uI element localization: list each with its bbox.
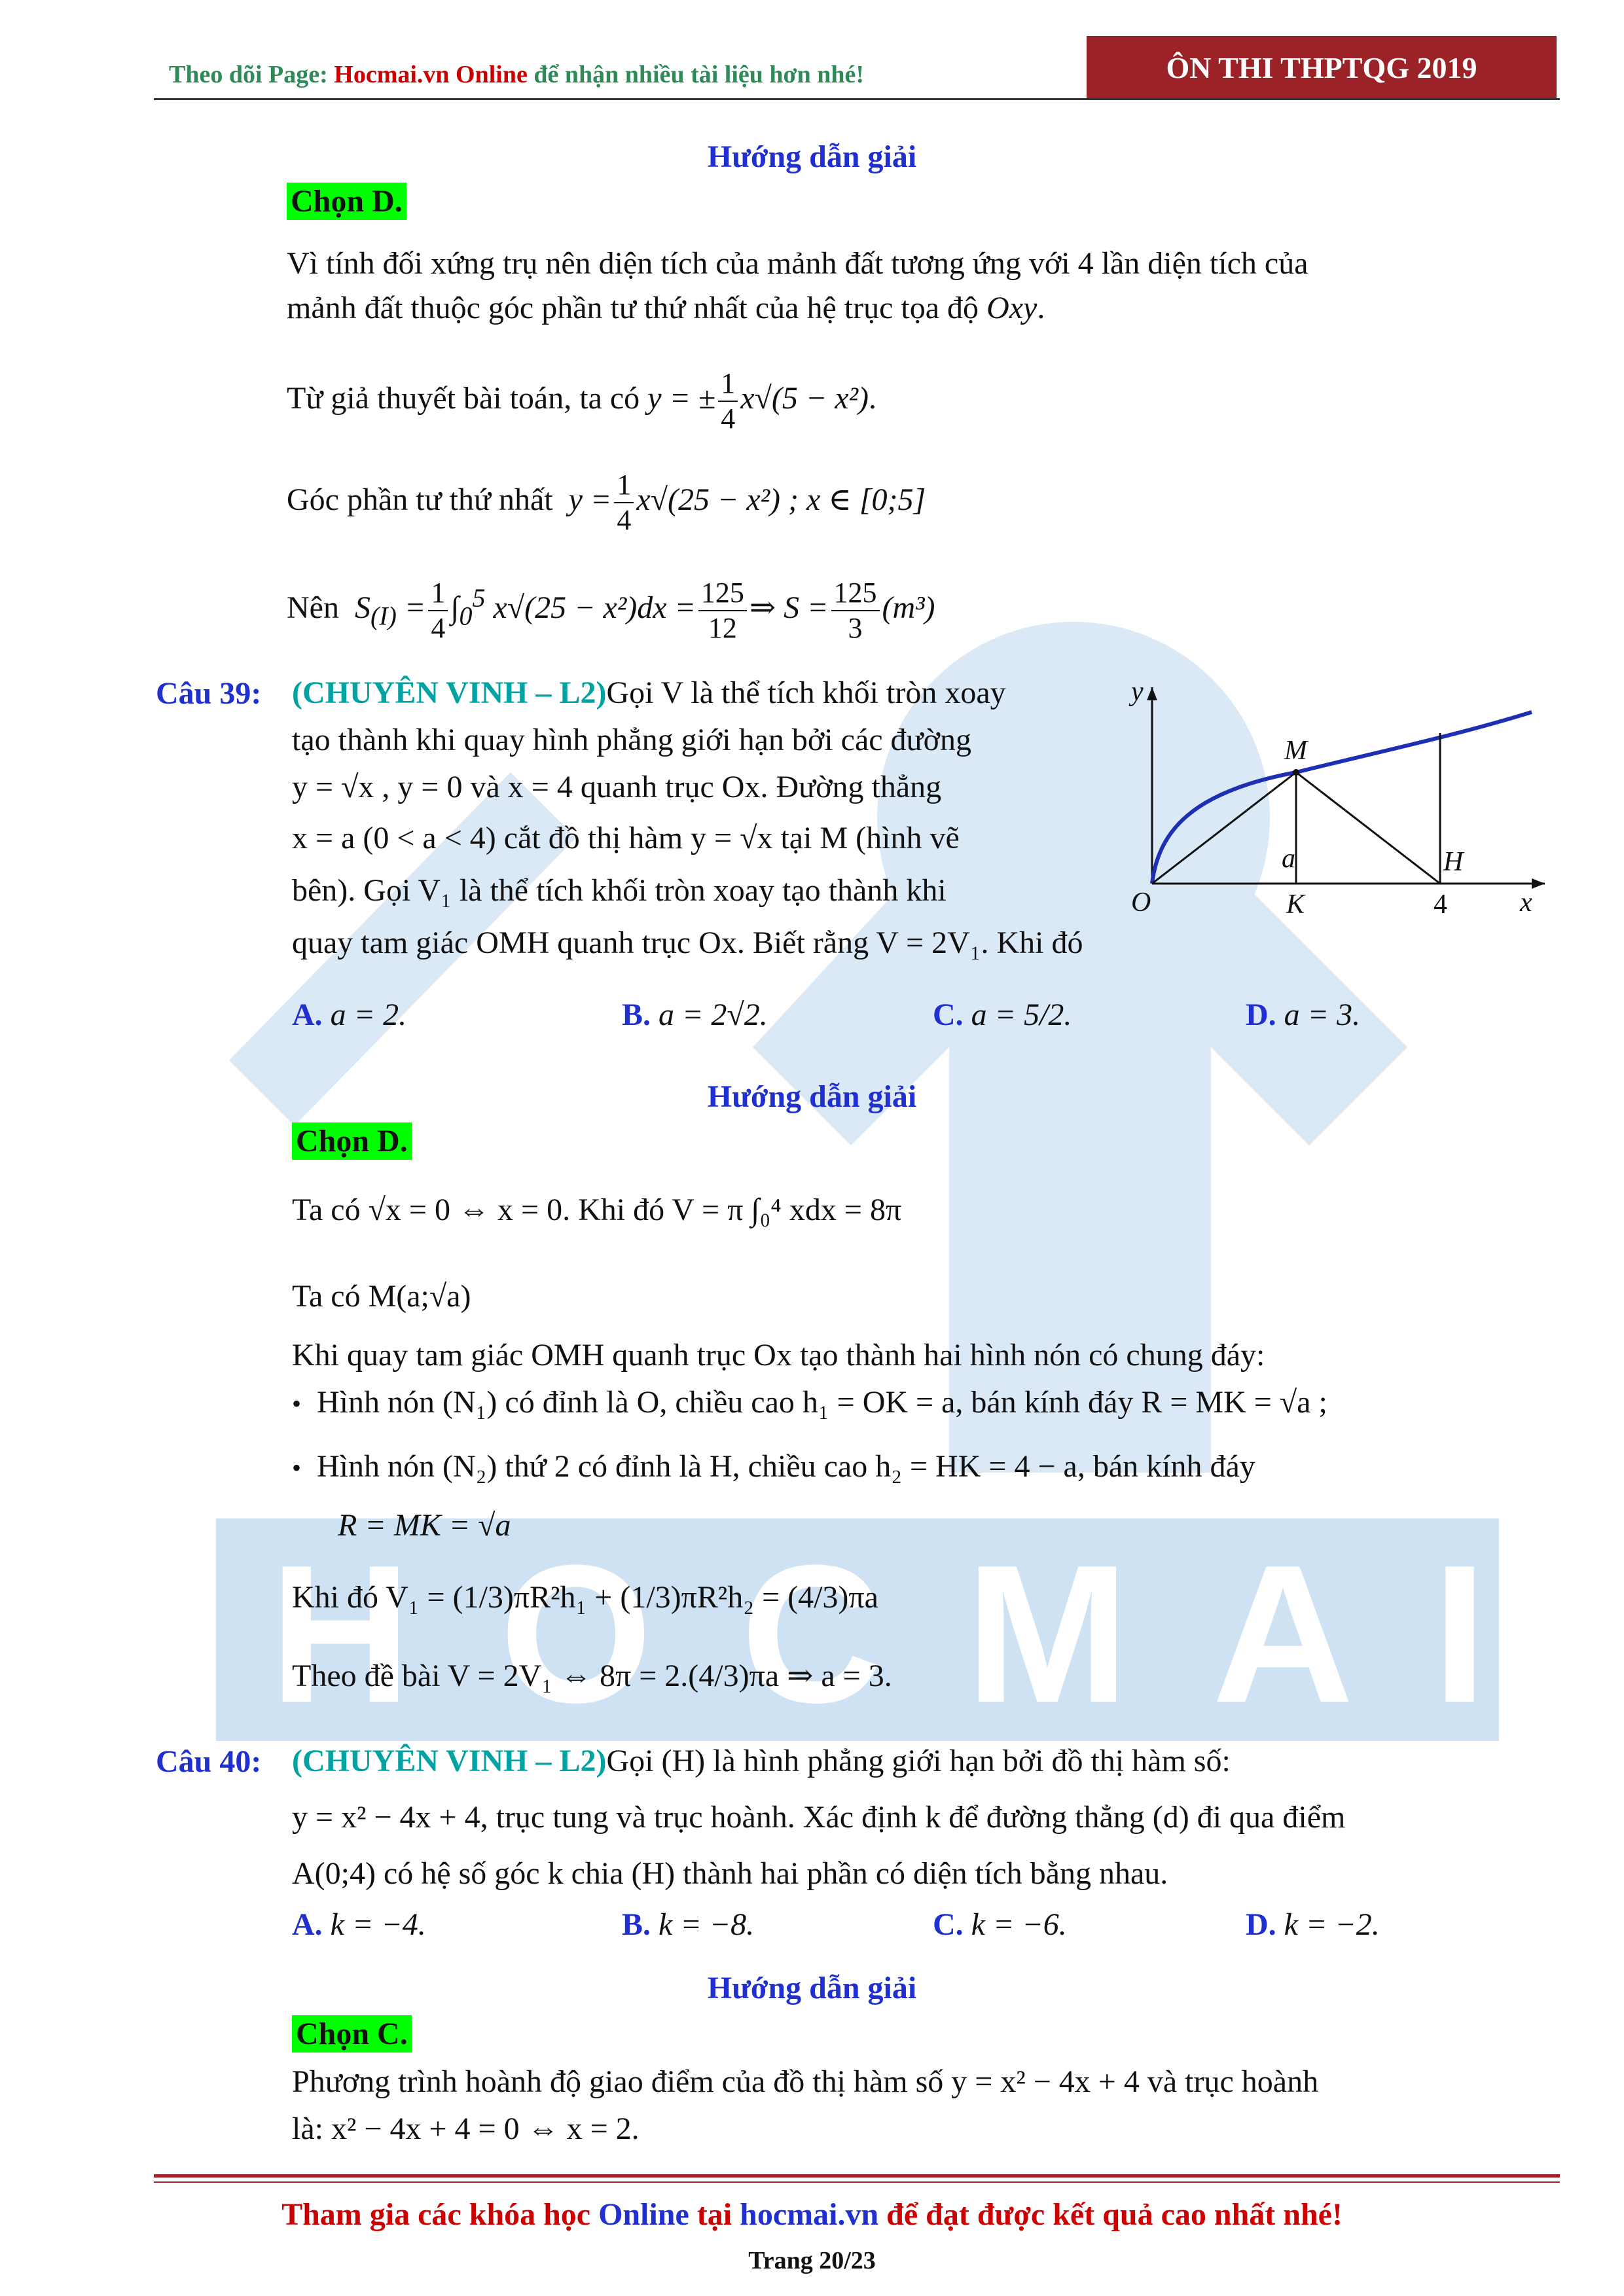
- text-line: Phương trình hoành độ giao điểm của đồ thị hàm số y = x² − 4x + 4 và trục hoành: [292, 2064, 1319, 2099]
- label-y: y: [1131, 677, 1144, 707]
- math-formula: (m³): [882, 590, 935, 626]
- answer-option[interactable]: [292, 1905, 426, 1945]
- text-line: là: x² − 4x + 4 = 0 ⇔ x = 2.: [292, 2111, 640, 2146]
- footer-divider: [154, 2181, 1560, 2183]
- answer-letter: A.: [292, 1907, 323, 1942]
- text-span: Gọi (H) là hình phẳng giới hạn bởi đồ thị hàm số:: [606, 1744, 1231, 1778]
- watermark-letter: C: [740, 1524, 883, 1744]
- answer-option[interactable]: [933, 1905, 1067, 1945]
- answer-option[interactable]: [1246, 995, 1360, 1035]
- fraction: $\frac{125}{12}$: [698, 576, 747, 645]
- exam-badge: ÔN THI THPTQG 2019: [1087, 36, 1557, 99]
- footer-text: tại: [689, 2197, 740, 2232]
- answer-option[interactable]: [622, 1905, 754, 1945]
- answer-value: k = −6.: [971, 1907, 1067, 1942]
- text-line: Ta có √x = 0 ⇔ x = 0. Khi đó V = π ∫₀⁴ xdx = 8π: [292, 1193, 902, 1227]
- question-label: Câu 40:: [156, 1744, 262, 1779]
- label-H: H: [1443, 847, 1464, 877]
- answer-option[interactable]: [292, 995, 406, 1035]
- footer-site-link[interactable]: hocmai.vn: [740, 2197, 879, 2232]
- bullet-icon: •: [292, 1389, 302, 1418]
- label-M: M: [1284, 736, 1307, 766]
- choose-answer: Chọn C.: [292, 2015, 412, 2053]
- watermark-letter: H: [269, 1524, 412, 1744]
- answer-option[interactable]: [933, 995, 1072, 1035]
- follow-brand-link[interactable]: Hocmai.vn Online: [334, 61, 528, 88]
- question-text: [292, 1741, 1231, 1782]
- text-line: quay tam giác OMH quanh trục Ox. Biết rằng V = 2V₁. Khi đó: [292, 925, 1083, 960]
- math-oxy: Oxy: [986, 291, 1038, 325]
- text-span: mảnh đất thuộc góc phần tư thứ nhất của hệ trục tọa độ: [287, 291, 979, 325]
- text-line: R = MK = √a: [338, 1508, 511, 1543]
- fraction: $\frac{1}{4}$: [428, 576, 448, 645]
- answer-letter: D.: [1246, 1907, 1276, 1942]
- solution-title: Hướng dẫn giải: [707, 1971, 917, 2005]
- text-line: A(0;4) có hệ số góc k chia (H) thành hai phần có diện tích bằng nhau.: [292, 1856, 1168, 1891]
- text-line: Từ giả thuyết bài toán, ta có y = ± $\frac{1}{4}$ x√(5 − x²).: [287, 367, 876, 435]
- page-number: Trang 20/23: [748, 2247, 876, 2274]
- follow-prefix: Theo dõi Page:: [169, 61, 334, 88]
- math-formula: ⇒ S =: [749, 590, 829, 626]
- answer-letter: D.: [1246, 997, 1276, 1032]
- answer-option[interactable]: [622, 995, 768, 1035]
- bullet-line: [292, 1382, 1327, 1424]
- text-line: [287, 468, 926, 537]
- answer-option[interactable]: [1246, 1905, 1380, 1945]
- label-K: K: [1286, 889, 1305, 920]
- answer-letter: C.: [933, 997, 964, 1032]
- footer-online: Online: [598, 2197, 689, 2232]
- answer-letter: C.: [933, 1907, 964, 1942]
- footer-text: để đạt được kết quả cao nhất nhé!: [878, 2197, 1343, 2232]
- header-follow-text: [169, 60, 864, 89]
- text-line: tạo thành khi quay hình phẳng giới hạn bởi các đường: [292, 723, 971, 757]
- header-divider: [154, 98, 1560, 100]
- math-formula: y =: [560, 482, 612, 518]
- watermark-letter: A: [1212, 1524, 1354, 1744]
- math-formula: y = ±: [647, 381, 716, 416]
- solution-title: Hướng dẫn giải: [707, 139, 917, 174]
- graph-figure: [1113, 674, 1558, 936]
- question-source: (CHUYÊN VINH – L2): [292, 1744, 607, 1778]
- fraction: $\frac{1}{4}$: [718, 367, 738, 436]
- question-label: Câu 39:: [156, 676, 262, 711]
- math-formula: x√(25 − x²) ; x ∈ [0;5]: [636, 482, 926, 518]
- answer-letter: A.: [292, 997, 323, 1032]
- answer-value: k = −2.: [1284, 1907, 1380, 1942]
- watermark-letter: I: [1432, 1524, 1487, 1744]
- text-line: Vì tính đối xứng trụ nên diện tích của mảnh đất tương ứng với 4 lần diện tích của: [287, 246, 1308, 281]
- answer-value: a = 2.: [330, 997, 407, 1032]
- answer-value: k = −8.: [659, 1907, 755, 1942]
- text-span: Hình nón (N₂) thứ 2 có đỉnh là H, chiều cao h₂ = HK = 4 − a, bán kính đáy: [317, 1449, 1255, 1484]
- text-line: y = x² − 4x + 4, trục tung và trục hoành. Xác định k để đường thẳng (d) đi qua điểm: [292, 1800, 1346, 1835]
- question-source: (CHUYÊN VINH – L2): [292, 675, 607, 710]
- fraction: $\frac{125}{3}$: [831, 576, 880, 645]
- label-4: 4: [1434, 889, 1447, 920]
- label-x: x: [1520, 888, 1532, 918]
- bullet-line: [292, 1446, 1255, 1488]
- math-formula: x√(5 − x²): [740, 381, 869, 416]
- follow-suffix: để nhận nhiều tài liệu hơn nhé!: [527, 61, 865, 88]
- solution-title: Hướng dẫn giải: [707, 1079, 917, 1114]
- text-span: Hình nón (N₁) có đỉnh là O, chiều cao h₁ = OK = a, bán kính đáy R = MK = √a ;: [317, 1385, 1327, 1420]
- text-line: [287, 576, 935, 645]
- text-span: Nên: [287, 590, 339, 626]
- text-line: bên). Gọi V₁ là thể tích khối tròn xoay tạo thành khi: [292, 873, 947, 908]
- answer-value: a = 5/2.: [971, 997, 1072, 1032]
- math-formula: $\int_0^5$ x√(25 − x²)dx =: [450, 583, 696, 631]
- choose-answer: Chọn D.: [287, 183, 406, 220]
- question-text: [292, 673, 1006, 713]
- text-line: y = √x , y = 0 và x = 4 quanh trục Ox. Đường thẳng: [292, 770, 942, 804]
- answer-letter: B.: [622, 1907, 651, 1942]
- text-line: Theo đề bài V = 2V₁ ⇔ 8π = 2.(4/3)πa ⇒ a = 3.: [292, 1659, 892, 1693]
- footer-divider: [154, 2174, 1560, 2178]
- text-line: Ta có M(a;√a): [292, 1279, 471, 1314]
- text-line: x = a (0 < a < 4) cắt đồ thị hàm y = √x tại M (hình vẽ: [292, 821, 960, 855]
- label-a: a: [1282, 844, 1295, 874]
- text-span: Từ giả thuyết bài toán, ta có: [287, 381, 640, 416]
- answer-value: a = 2√2.: [659, 997, 768, 1032]
- choose-answer: Chọn D.: [292, 1122, 412, 1160]
- footer-promo: [0, 2197, 1624, 2233]
- sqrt-curve: [1152, 712, 1532, 884]
- math-formula: $S_{(I)}$ =: [346, 590, 426, 631]
- fraction: $\frac{1}{4}$: [614, 468, 634, 537]
- text-span: Gọi V là thể tích khối tròn xoay: [606, 675, 1006, 710]
- text-line: Khi đó V₁ = (1/3)πR²h₁ + (1/3)πR²h₂ = (4/3)πa: [292, 1580, 878, 1615]
- text-span: Góc phần tư thứ nhất: [287, 482, 553, 518]
- watermark-letter: O: [499, 1524, 653, 1744]
- text-line: mảnh đất thuộc góc phần tư thứ nhất của hệ trục tọa độ Oxy.: [287, 291, 1045, 325]
- footer-text: Tham gia các khóa học: [281, 2197, 599, 2232]
- answer-value: a = 3.: [1284, 997, 1361, 1032]
- bullet-icon: •: [292, 1453, 302, 1482]
- answer-value: k = −4.: [330, 1907, 426, 1942]
- label-O: O: [1131, 888, 1151, 918]
- watermark-letter: M: [965, 1524, 1129, 1744]
- text-line: Khi quay tam giác OMH quanh trục Ox tạo thành hai hình nón có chung đáy:: [292, 1338, 1265, 1372]
- answer-letter: B.: [622, 997, 651, 1032]
